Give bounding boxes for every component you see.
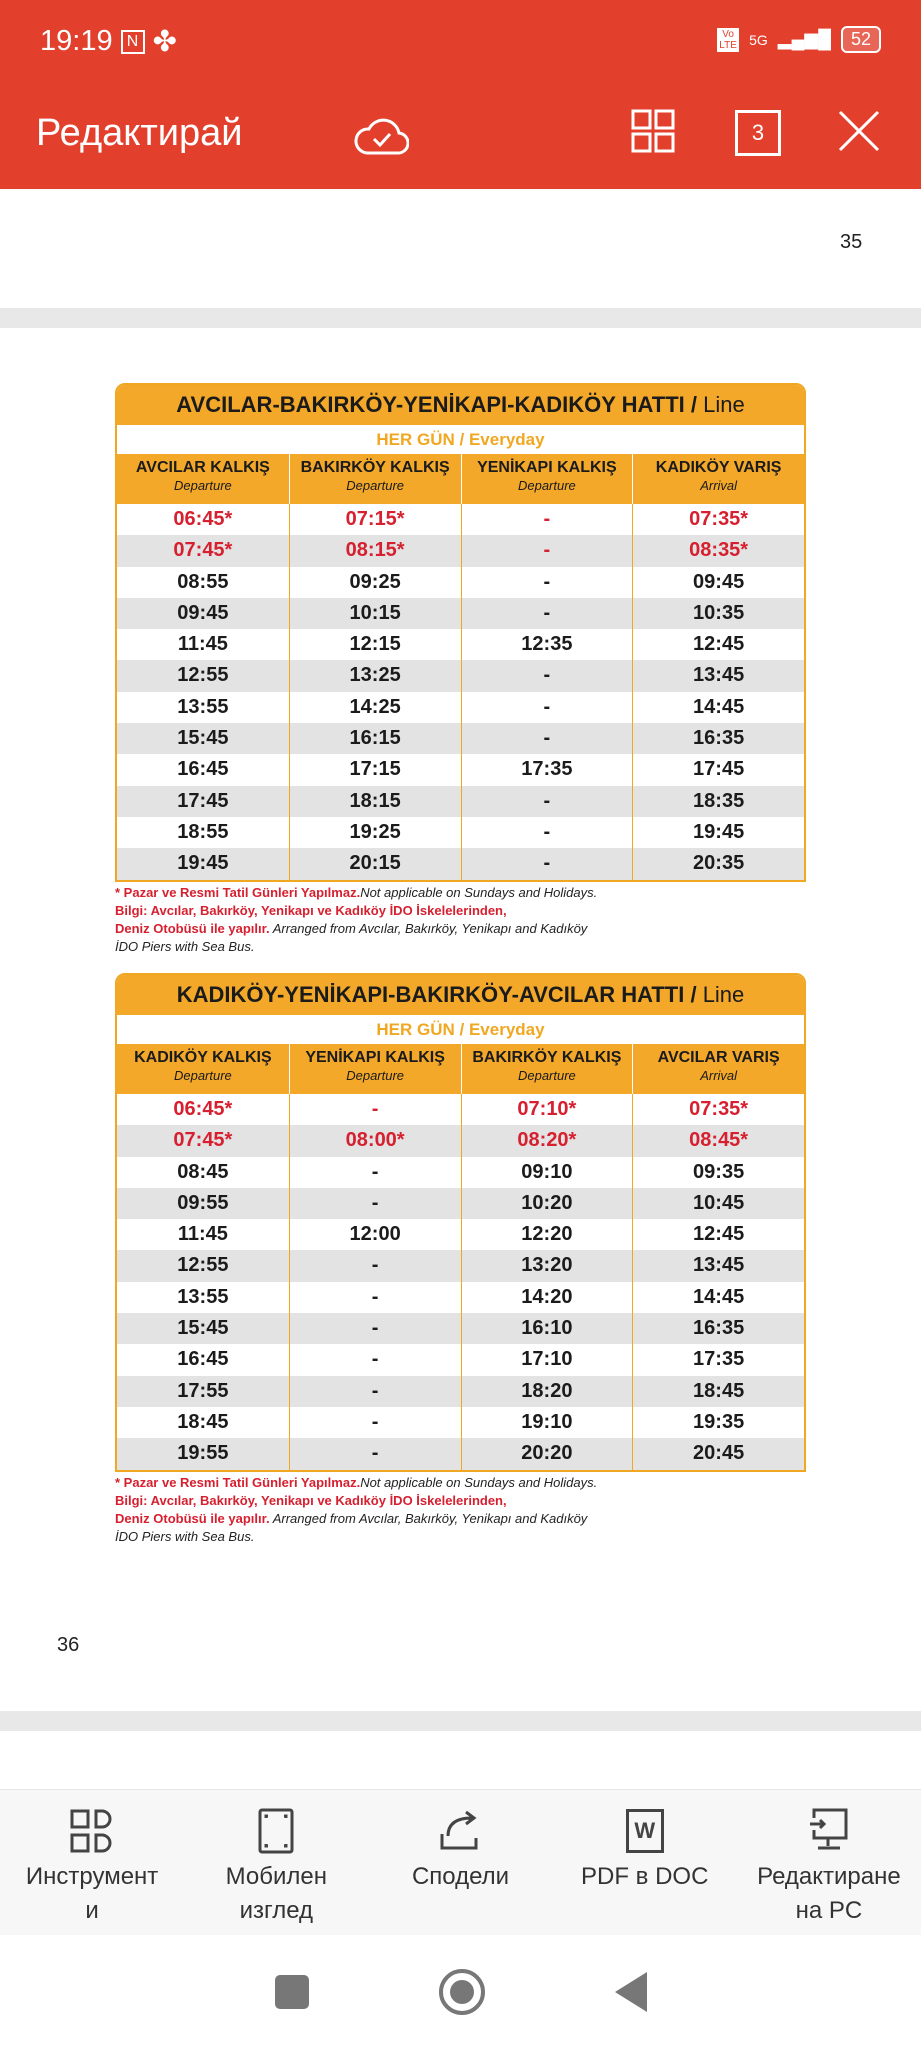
time-cell: - bbox=[461, 723, 633, 754]
time-cell: 10:35 bbox=[632, 598, 804, 629]
table-header bbox=[117, 1044, 804, 1094]
table-row bbox=[117, 723, 804, 754]
time-cell: 16:35 bbox=[632, 1313, 804, 1344]
time-cell: - bbox=[289, 1313, 461, 1344]
note-en: Arranged from Avcılar, Bakırköy, Yenikapı and Kadıköy bbox=[269, 1511, 588, 1526]
time-cell: 07:35* bbox=[632, 504, 804, 535]
column-header-tr: BAKIRKÖY KALKIŞ bbox=[472, 1049, 622, 1066]
time-cell: 20:15 bbox=[289, 848, 461, 879]
time-cell: 13:55 bbox=[177, 1285, 229, 1308]
time-cell: 18:45 bbox=[632, 1376, 804, 1407]
table-row bbox=[117, 1157, 804, 1188]
table-row bbox=[117, 786, 804, 817]
note-en: İDO Piers with Sea Bus. bbox=[115, 939, 255, 954]
note-tr: * Pazar ve Resmi Tatil Günleri Yapılmaz. bbox=[115, 1475, 361, 1490]
time-cell: 19:10 bbox=[461, 1407, 633, 1438]
time-cell: 09:45 bbox=[632, 567, 804, 598]
edit-on-pc-label: Редактиране на PC bbox=[757, 1863, 901, 1924]
column-header-en: Departure bbox=[173, 1068, 232, 1083]
time-cell: 17:55 bbox=[177, 1379, 229, 1402]
table-row bbox=[117, 1282, 804, 1313]
recents-button[interactable] bbox=[275, 1975, 309, 2009]
time-cell: 16:45 bbox=[177, 1348, 229, 1371]
footnotes bbox=[115, 884, 597, 956]
time-cell: - bbox=[289, 1250, 461, 1281]
column-header bbox=[289, 1044, 461, 1094]
note-tr: Deniz Otobüsü ile yapılır. bbox=[115, 1511, 270, 1526]
time-cell: 14:25 bbox=[289, 692, 461, 723]
time-cell: - bbox=[461, 692, 633, 723]
note-en: Arranged from Avcılar, Bakırköy, Yenikapı and Kadıköy bbox=[269, 921, 588, 936]
time-cell: 09:45 bbox=[177, 601, 229, 624]
time-cell: 14:45 bbox=[632, 692, 804, 723]
time-cell: 08:35* bbox=[632, 535, 804, 566]
time-cell: - bbox=[289, 1438, 461, 1469]
word-icon: W bbox=[553, 1808, 737, 1854]
table-row bbox=[117, 1250, 804, 1281]
edit-on-pc-button[interactable] bbox=[737, 1790, 921, 1935]
time-cell: 13:45 bbox=[632, 1250, 804, 1281]
pinwheel-icon: ✤ bbox=[152, 26, 177, 58]
home-button[interactable] bbox=[439, 1969, 485, 2015]
line-suffix: Line bbox=[702, 982, 745, 1007]
line-name: KADIKÖY-YENİKAPI-BAKIRKÖY-AVCILAR HATTI / bbox=[176, 982, 697, 1007]
time-cell: 18:15 bbox=[289, 786, 461, 817]
time-cell: 10:15 bbox=[289, 598, 461, 629]
pdf-to-doc-label: PDF в DOC bbox=[581, 1863, 709, 1890]
tools-button[interactable] bbox=[0, 1790, 184, 1935]
time-cell: - bbox=[289, 1188, 461, 1219]
note-info-3 bbox=[115, 1528, 597, 1546]
time-cell: - bbox=[289, 1282, 461, 1313]
table-row bbox=[117, 567, 804, 598]
column-header bbox=[632, 1044, 804, 1094]
mobile-view-button[interactable] bbox=[184, 1790, 368, 1935]
table-row bbox=[117, 754, 804, 785]
table-row bbox=[117, 1094, 804, 1125]
table-row bbox=[117, 1313, 804, 1344]
note-info-2 bbox=[115, 920, 597, 938]
column-header-en: Departure bbox=[517, 1068, 576, 1083]
time-cell: 12:15 bbox=[289, 629, 461, 660]
table-row bbox=[117, 1188, 804, 1219]
column-header-tr: YENİKAPI KALKIŞ bbox=[305, 1049, 445, 1066]
signal-icon: ▂▄▆█ bbox=[777, 29, 831, 49]
table-title bbox=[117, 975, 804, 1015]
time-cell: 14:45 bbox=[632, 1282, 804, 1313]
time-cell: 12:20 bbox=[461, 1219, 633, 1250]
table-row bbox=[117, 504, 804, 535]
nfc-icon: N bbox=[121, 30, 145, 54]
time-cell: 12:35 bbox=[461, 629, 633, 660]
time-cell: 20:35 bbox=[632, 848, 804, 879]
time-cell: 14:20 bbox=[461, 1282, 633, 1313]
status-bar bbox=[40, 24, 177, 59]
time-cell: - bbox=[461, 848, 633, 879]
time-cell: 19:55 bbox=[177, 1442, 229, 1465]
table-row bbox=[117, 1438, 804, 1469]
time-cell: 17:10 bbox=[461, 1344, 633, 1375]
column-header-tr: BAKIRKÖY KALKIŞ bbox=[300, 459, 450, 476]
time-cell: 15:45 bbox=[177, 727, 229, 750]
column-header-en: Departure bbox=[346, 1068, 405, 1083]
time-cell: 17:35 bbox=[632, 1344, 804, 1375]
mobile-view-label: Мобилен изглед bbox=[225, 1863, 327, 1924]
cloud-saved-icon[interactable] bbox=[352, 108, 410, 158]
time-cell: 12:45 bbox=[632, 629, 804, 660]
table-row bbox=[117, 629, 804, 660]
table-header bbox=[117, 454, 804, 504]
column-header bbox=[289, 454, 461, 504]
status-indicators bbox=[717, 26, 881, 53]
system-nav-bar bbox=[0, 1935, 921, 2048]
column-header bbox=[117, 454, 289, 504]
time-cell: 16:15 bbox=[289, 723, 461, 754]
time-cell: 15:45 bbox=[177, 1317, 229, 1340]
note-tr: * Pazar ve Resmi Tatil Günleri Yapılmaz. bbox=[115, 885, 361, 900]
table-row bbox=[117, 1219, 804, 1250]
time-cell: 18:20 bbox=[461, 1376, 633, 1407]
table-row bbox=[117, 1344, 804, 1375]
line-name: AVCILAR-BAKIRKÖY-YENİKAPI-KADIKÖY HATTI / bbox=[176, 392, 697, 417]
note-tr: Deniz Otobüsü ile yapılır. bbox=[115, 921, 270, 936]
time-cell: 09:25 bbox=[289, 567, 461, 598]
volte-badge: Vo LTE bbox=[717, 28, 739, 52]
pdf-to-doc-button[interactable] bbox=[553, 1790, 737, 1935]
table-row bbox=[117, 1376, 804, 1407]
page-number: 36 bbox=[57, 1634, 80, 1656]
note-info: Bilgi: Avcılar, Bakırköy, Yenikapı ve Kadıköy İDO İskelelerinden, bbox=[115, 1493, 507, 1508]
battery-level: 52 bbox=[841, 26, 881, 53]
time-cell: 17:35 bbox=[461, 754, 633, 785]
note-sundays bbox=[115, 884, 597, 902]
table-row bbox=[117, 848, 804, 879]
note-info-2 bbox=[115, 1510, 597, 1528]
time-cell: 08:45* bbox=[632, 1125, 804, 1156]
time-cell: 08:45 bbox=[177, 1160, 229, 1183]
page-separator bbox=[0, 1711, 921, 1731]
table-row bbox=[117, 817, 804, 848]
time-cell: - bbox=[289, 1157, 461, 1188]
time-cell: 07:45* bbox=[173, 539, 233, 562]
column-header-en: Arrival bbox=[700, 1068, 738, 1083]
schedule-days: HER GÜN / Everyday bbox=[117, 425, 804, 454]
table-body bbox=[117, 504, 804, 880]
time-cell: 12:55 bbox=[177, 664, 229, 687]
time-cell: 19:45 bbox=[177, 852, 229, 875]
back-button[interactable] bbox=[615, 1972, 647, 2012]
time-cell: 08:00* bbox=[289, 1125, 461, 1156]
share-icon bbox=[368, 1808, 552, 1854]
note-sundays bbox=[115, 1474, 597, 1492]
time-cell: 18:45 bbox=[177, 1410, 229, 1433]
time-cell: 13:55 bbox=[177, 695, 229, 718]
time-cell: 16:45 bbox=[177, 758, 229, 781]
time-cell: 11:45 bbox=[177, 633, 228, 656]
time-cell: 16:10 bbox=[461, 1313, 633, 1344]
network-type: 5G bbox=[749, 31, 768, 48]
timetable-avcilar-kadikoy bbox=[115, 383, 806, 882]
time-cell: 06:45* bbox=[173, 508, 233, 530]
column-header bbox=[117, 1044, 289, 1094]
tools-grid-icon bbox=[0, 1808, 184, 1854]
time-cell: 07:15* bbox=[289, 504, 461, 535]
time-cell: - bbox=[461, 535, 633, 566]
time-cell: - bbox=[461, 598, 633, 629]
time-cell: 12:45 bbox=[632, 1219, 804, 1250]
pc-edit-icon bbox=[737, 1808, 921, 1854]
grid-view-icon[interactable] bbox=[630, 108, 676, 154]
column-header-en: Departure bbox=[346, 478, 405, 493]
time-cell: - bbox=[289, 1376, 461, 1407]
time-cell: - bbox=[461, 660, 633, 691]
time-cell: 18:35 bbox=[632, 786, 804, 817]
time-cell: 07:35* bbox=[632, 1094, 804, 1125]
share-label: Сподели bbox=[411, 1863, 510, 1890]
note-en: Not applicable on Sundays and Holidays. bbox=[360, 885, 598, 900]
bottom-toolbar bbox=[0, 1789, 921, 1935]
column-header bbox=[461, 454, 633, 504]
time-cell: 13:25 bbox=[289, 660, 461, 691]
time-cell: - bbox=[461, 504, 633, 535]
column-header-tr: AVCILAR KALKIŞ bbox=[135, 459, 270, 476]
time-cell: 13:45 bbox=[632, 660, 804, 691]
page-separator bbox=[0, 308, 921, 328]
mobile-view-icon bbox=[184, 1808, 368, 1854]
share-button[interactable] bbox=[368, 1790, 552, 1935]
page-number: 35 bbox=[840, 231, 863, 253]
time-cell: 19:25 bbox=[289, 817, 461, 848]
table-row bbox=[117, 598, 804, 629]
time-cell: 07:45* bbox=[173, 1129, 233, 1152]
table-row bbox=[117, 660, 804, 691]
time-cell: 13:20 bbox=[461, 1250, 633, 1281]
table-body bbox=[117, 1094, 804, 1470]
time-cell: 17:45 bbox=[632, 754, 804, 785]
column-header-tr: KADIKÖY VARIŞ bbox=[655, 459, 782, 476]
table-row bbox=[117, 535, 804, 566]
table-row bbox=[117, 1407, 804, 1438]
timetable-kadikoy-avcilar bbox=[115, 973, 806, 1472]
time-cell: - bbox=[461, 817, 633, 848]
time-cell: - bbox=[289, 1344, 461, 1375]
time-cell: 11:45 bbox=[177, 1223, 228, 1246]
time-cell: 17:15 bbox=[289, 754, 461, 785]
column-header-en: Departure bbox=[517, 478, 576, 493]
time-cell: 08:15* bbox=[289, 535, 461, 566]
time-cell: 16:35 bbox=[632, 723, 804, 754]
column-header-en: Departure bbox=[173, 478, 232, 493]
table-row bbox=[117, 692, 804, 723]
column-header-tr: KADIKÖY KALKIŞ bbox=[134, 1049, 272, 1066]
time-cell: 07:10* bbox=[461, 1094, 633, 1125]
note-en: İDO Piers with Sea Bus. bbox=[115, 1529, 255, 1544]
time-cell: - bbox=[461, 567, 633, 598]
time-cell: - bbox=[289, 1407, 461, 1438]
time-cell: 10:20 bbox=[461, 1188, 633, 1219]
time-cell: 12:00 bbox=[289, 1219, 461, 1250]
note-info-3 bbox=[115, 938, 597, 956]
time-cell: 19:35 bbox=[632, 1407, 804, 1438]
time-cell: 09:10 bbox=[461, 1157, 633, 1188]
time-cell: 17:45 bbox=[177, 789, 229, 812]
line-suffix: Line bbox=[703, 392, 745, 417]
note-info: Bilgi: Avcılar, Bakırköy, Yenikapı ve Kadıköy İDO İskelelerinden, bbox=[115, 903, 507, 918]
time-cell: - bbox=[289, 1094, 461, 1125]
table-row bbox=[117, 1125, 804, 1156]
app-header bbox=[0, 0, 921, 189]
page-title: Редактирай bbox=[36, 112, 243, 154]
time-cell: - bbox=[461, 786, 633, 817]
status-time: 19:19 bbox=[40, 25, 113, 57]
time-cell: 18:55 bbox=[177, 820, 229, 843]
time-cell: 12:55 bbox=[177, 1254, 229, 1277]
time-cell: 06:45* bbox=[173, 1098, 233, 1120]
column-header-tr: YENİKAPI KALKIŞ bbox=[477, 459, 617, 476]
column-header bbox=[632, 454, 804, 504]
time-cell: 20:45 bbox=[632, 1438, 804, 1469]
page-count-button[interactable]: 3 bbox=[735, 110, 781, 156]
schedule-days: HER GÜN / Everyday bbox=[117, 1015, 804, 1044]
column-header bbox=[461, 1044, 633, 1094]
time-cell: 10:45 bbox=[632, 1188, 804, 1219]
footnotes bbox=[115, 1474, 597, 1546]
table-title bbox=[117, 385, 804, 425]
column-header-tr: AVCILAR VARIŞ bbox=[657, 1049, 780, 1066]
tools-label: Инструмент и bbox=[25, 1863, 159, 1924]
column-header-en: Arrival bbox=[700, 478, 738, 493]
note-en: Not applicable on Sundays and Holidays. bbox=[360, 1475, 598, 1490]
close-icon[interactable] bbox=[836, 108, 882, 154]
time-cell: 20:20 bbox=[461, 1438, 633, 1469]
time-cell: 08:20* bbox=[461, 1125, 633, 1156]
time-cell: 09:35 bbox=[632, 1157, 804, 1188]
time-cell: 08:55 bbox=[177, 570, 229, 593]
time-cell: 09:55 bbox=[177, 1191, 229, 1214]
time-cell: 19:45 bbox=[632, 817, 804, 848]
